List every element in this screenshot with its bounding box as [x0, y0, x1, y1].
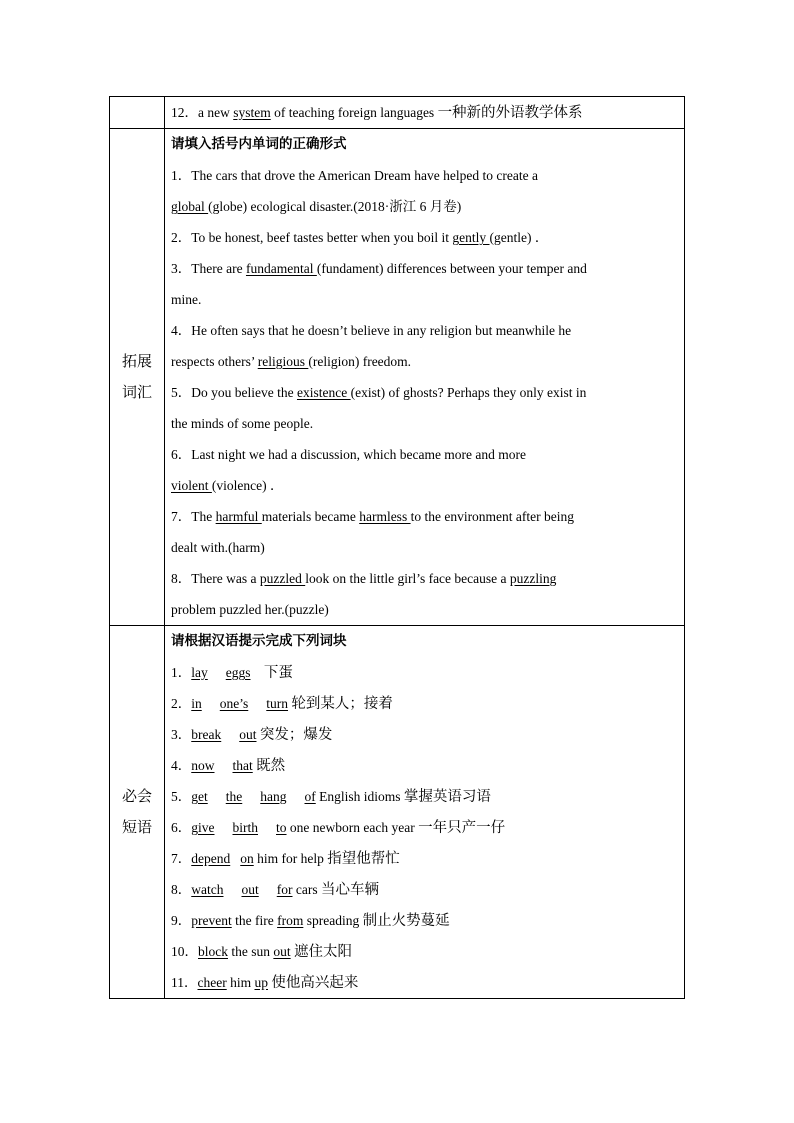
exercise-line [171, 284, 674, 315]
text: him for help [253, 851, 328, 866]
text: him [226, 975, 255, 990]
text: the fire [231, 913, 278, 928]
table-row [110, 97, 685, 129]
text: the sun [228, 944, 274, 959]
answer-underlined: global [171, 199, 209, 214]
answer-underlined [191, 820, 286, 835]
exercise-line [171, 253, 674, 284]
answer-word: now [191, 758, 215, 773]
answer-underlined: violent [171, 478, 212, 493]
answer-word: give [191, 820, 215, 835]
item-number: 9． [171, 913, 192, 928]
phrase-item [171, 812, 674, 843]
phrases-content [165, 626, 685, 999]
chinese-gloss: 一年只产一仔 [418, 820, 506, 836]
text: The cars that drove the American Dream have helped to create a [191, 168, 538, 183]
text: a new [198, 105, 234, 120]
text: To be honest, beef tastes better when you boil it [191, 230, 453, 245]
text: look on the little girl’s face because a [305, 571, 510, 586]
text: dealt with.(harm) [171, 540, 265, 555]
chinese-gloss: 一种新的外语教学体系 [437, 105, 583, 121]
table-row [110, 129, 685, 626]
exercise-line [171, 315, 674, 346]
answer-underlined: fundamental [245, 261, 317, 276]
category-cell-must-know-phrases [110, 626, 165, 999]
exercise-line [171, 501, 674, 532]
item-number: 5． [171, 385, 192, 400]
phrase-item [171, 688, 674, 719]
answer-word: turn [266, 696, 289, 711]
answer-underlined: cheer [197, 975, 227, 990]
chinese-gloss: 当心车辆 [320, 882, 379, 898]
chinese-gloss: 遮住太阳 [294, 944, 353, 960]
text: Last night we had a discussion, which became more and more [191, 447, 527, 462]
chinese-gloss: 掌握英语习语 [403, 789, 491, 805]
answer-word: in [191, 696, 202, 711]
category-label: 必会 [121, 787, 152, 805]
phrase-item [171, 781, 674, 812]
chinese-gloss: 指望他帮忙 [327, 851, 400, 867]
phrase-item [171, 750, 674, 781]
answer-underlined [191, 882, 292, 897]
exercise-line [171, 377, 674, 408]
text: cars [292, 882, 321, 897]
item-number: 1． [171, 665, 192, 680]
item-number: 2． [171, 696, 192, 711]
answer-underlined: up [254, 975, 268, 990]
answer-word: out [241, 882, 259, 897]
item-number: 6． [171, 447, 192, 462]
answer-word: hang [260, 789, 287, 804]
exercise-line [171, 222, 674, 253]
table-row [110, 626, 685, 999]
answer-underlined: harmless [359, 509, 411, 524]
answer-word: the [225, 789, 243, 804]
chinese-gloss: 轮到某人；接着 [291, 696, 393, 712]
answer-word: to [276, 820, 287, 835]
answer-word: get [191, 789, 208, 804]
item-number: 4． [171, 758, 192, 773]
answer-underlined: puzzled [259, 571, 306, 586]
empty-category-cell [110, 97, 165, 129]
item-number: 8． [171, 571, 192, 586]
answer-underlined: puzzling [509, 571, 557, 586]
exercise-line [171, 408, 674, 439]
exercise-line [171, 160, 674, 191]
text: materials became [261, 509, 360, 524]
worksheet-table [109, 96, 685, 999]
answer-word: break [191, 727, 222, 742]
section-heading: 请填入括号内单词的正确形式 [171, 136, 347, 152]
text: English idioms [315, 789, 404, 804]
answer-word: on [240, 851, 254, 866]
phrase-item [171, 874, 674, 905]
category-label: 拓展 [121, 352, 152, 370]
exercise-line [171, 439, 674, 470]
item-number: 12． [171, 105, 198, 120]
exercise-line [171, 594, 674, 625]
answer-underlined: existence [296, 385, 351, 400]
item-number: 11． [171, 975, 198, 990]
item-number: 4． [171, 323, 192, 338]
exercise-line [171, 191, 674, 222]
category-label: 词汇 [121, 383, 152, 401]
answer-underlined: from [277, 913, 304, 928]
item-number: 3． [171, 727, 192, 742]
section-heading: 请根据汉语提示完成下列词块 [171, 633, 347, 649]
answer-underlined [191, 789, 316, 804]
item-number: 2． [171, 230, 192, 245]
answer-underlined: harmful [215, 509, 262, 524]
phrase-item [171, 936, 674, 967]
expand-vocab-content [165, 129, 685, 626]
exercise-line [171, 532, 674, 563]
item-number: 10． [171, 944, 198, 959]
answer-underlined: system [233, 105, 271, 120]
answer-underlined: religious [257, 354, 309, 369]
phrase-item [171, 657, 674, 688]
exercise-line [171, 470, 674, 501]
answer-word: depend [191, 851, 231, 866]
item-number: 7． [171, 509, 192, 524]
answer-word: birth [232, 820, 258, 835]
item-number: 7． [171, 851, 192, 866]
answer-underlined [191, 727, 256, 742]
exercise-line [171, 346, 674, 377]
answer-underlined [191, 758, 253, 773]
text: (exist) of ghosts? Perhaps they only exist in [350, 385, 587, 400]
text: There are [191, 261, 246, 276]
phrase-item [171, 843, 674, 874]
answer-word: of [304, 789, 316, 804]
answer-word: watch [191, 882, 224, 897]
text: spreading [303, 913, 363, 928]
chinese-gloss: 制止火势蔓延 [362, 913, 450, 929]
text: (religion) freedom. [308, 354, 412, 369]
text: of teaching foreign languages [270, 105, 438, 120]
exercise-line [171, 563, 674, 594]
text: The [191, 509, 216, 524]
answer-underlined: gently [452, 230, 490, 245]
answer-word: lay [191, 665, 208, 680]
text: There was a [191, 571, 260, 586]
item-number: 1． [171, 168, 192, 183]
phrase-item [171, 905, 674, 936]
text: one newborn each year [286, 820, 419, 835]
answer-word: one’s [219, 696, 249, 711]
chinese-gloss: 使他高兴起来 [271, 975, 359, 991]
answer-word: out [239, 727, 257, 742]
text: to the environment after being [410, 509, 575, 524]
item-12-cell [165, 97, 685, 129]
answer-word: eggs [225, 665, 251, 680]
answer-word: for [276, 882, 293, 897]
text: (globe) ecological disaster.(2018·浙江 6 月卷) [208, 199, 462, 214]
chinese-gloss: 突发；爆发 [259, 727, 333, 743]
phrase-item [171, 719, 674, 750]
answer-underlined: out [273, 944, 291, 959]
phrase-item [171, 967, 674, 998]
text: Do you believe the [191, 385, 297, 400]
text: mine. [171, 292, 202, 307]
text: (gentle) ． [489, 230, 549, 245]
item-12 [171, 97, 674, 128]
item-number: 8． [171, 882, 192, 897]
answer-underlined [191, 851, 253, 866]
answer-word: that [232, 758, 253, 773]
chinese-gloss: 既然 [256, 758, 286, 774]
item-number: 3． [171, 261, 192, 276]
text: problem puzzled her.(puzzle) [171, 602, 329, 617]
answer-underlined [191, 696, 288, 711]
item-number: 5． [171, 789, 192, 804]
category-label: 短语 [121, 818, 152, 836]
answer-underlined [191, 665, 260, 680]
category-cell-expand-vocab [110, 129, 165, 626]
answer-underlined: block [198, 944, 228, 959]
text: respects others’ [171, 354, 258, 369]
text: (violence) ． [211, 478, 284, 493]
text: He often says that he doesn’t believe in any religion but meanwhile he [191, 323, 572, 338]
chinese-gloss: 下蛋 [263, 665, 293, 681]
text: the minds of some people. [171, 416, 314, 431]
item-number: 6． [171, 820, 192, 835]
answer-underlined: prevent [191, 913, 232, 928]
text: (fundament) differences between your temper and [316, 261, 587, 276]
